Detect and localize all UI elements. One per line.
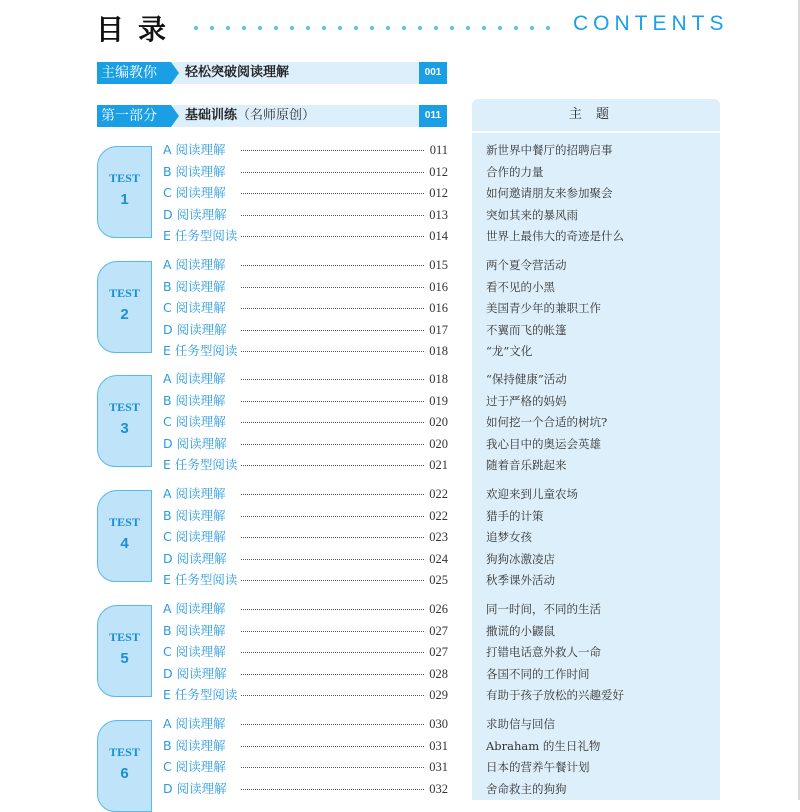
toc-entry[interactable] — [163, 757, 448, 777]
toc-entry[interactable] — [163, 391, 448, 411]
dot-leader — [241, 609, 424, 610]
entry-title: E 任务型阅读 — [163, 228, 238, 243]
toc-entry[interactable] — [163, 484, 448, 504]
entry-title: B 阅读理解 — [163, 278, 226, 294]
entry-title: B 阅读理解 — [163, 392, 226, 408]
dot-leader — [241, 631, 424, 632]
entry-theme: “龙”文化 — [486, 344, 533, 358]
test-number: 2 — [120, 306, 129, 323]
entry-theme: 有助于孩子放松的兴趣爱好 — [486, 688, 624, 702]
entry-page: 019 — [429, 393, 448, 408]
toc-entry[interactable] — [163, 183, 448, 203]
entry-title: D 阅读理解 — [163, 321, 227, 337]
entry-title: C 阅读理解 — [163, 300, 226, 315]
toc-entry[interactable] — [163, 320, 448, 340]
entry-page: 021 — [429, 458, 448, 472]
dot-leader — [241, 674, 424, 675]
entry-theme: 撒谎的小鼹鼠 — [486, 623, 555, 638]
entry-theme: 世界上最伟大的奇迹是什么 — [486, 229, 624, 243]
page-title: 目录 — [96, 13, 181, 46]
dot-leader — [241, 652, 424, 653]
entry-theme: 不翼而飞的帐篷 — [486, 322, 567, 337]
section-bar-intro[interactable] — [97, 62, 447, 84]
entry-theme: 秋季课外活动 — [486, 573, 555, 587]
dot-leader — [241, 559, 424, 560]
test-badge — [97, 261, 152, 353]
toc-entry[interactable] — [163, 434, 448, 454]
dot-leader — [241, 580, 424, 581]
dot-leader — [241, 767, 424, 768]
entry-page: 012 — [429, 164, 448, 179]
entry-page: 029 — [429, 688, 448, 702]
entry-page: 011 — [429, 143, 448, 157]
toc-entry[interactable] — [163, 736, 448, 756]
entry-title: D 阅读理解 — [163, 435, 227, 451]
entry-theme: 我心目中的奥运会英雄 — [486, 436, 601, 451]
entry-page: 012 — [429, 186, 448, 200]
toc-entry[interactable] — [163, 506, 448, 526]
toc-entry[interactable] — [163, 412, 448, 432]
entry-page: 031 — [429, 738, 448, 753]
toc-entry[interactable] — [163, 642, 448, 662]
toc-entry[interactable] — [163, 162, 448, 182]
entry-title: A 阅读理解 — [163, 601, 226, 616]
entry-theme: Abraham 的生日礼物 — [486, 738, 601, 753]
test-label: TEST — [109, 745, 140, 759]
dot-leader — [241, 265, 424, 266]
entry-page: 027 — [429, 623, 448, 638]
test-badge — [97, 490, 152, 582]
dot-leader — [241, 695, 424, 696]
dot-leader — [241, 236, 424, 237]
test-label: TEST — [109, 630, 140, 644]
toc-entry[interactable] — [163, 527, 448, 547]
test-badge — [97, 720, 152, 812]
test-badge — [97, 375, 152, 467]
entry-theme: 如何邀请朋友来参加聚会 — [486, 186, 613, 200]
entry-title: D 阅读理解 — [163, 665, 227, 681]
test-label: TEST — [109, 515, 140, 529]
entry-theme: 各国不同的工作时间 — [486, 666, 590, 681]
entry-title: D 阅读理解 — [163, 780, 227, 796]
section-label: 轻松突破阅读理解 — [185, 65, 290, 80]
entry-title: A 阅读理解 — [163, 486, 226, 501]
dot-leader — [241, 287, 424, 288]
entry-page: 025 — [429, 573, 448, 587]
test-label: TEST — [109, 171, 140, 185]
toc-entry[interactable] — [163, 226, 448, 246]
entry-theme: 舍命救主的狗狗 — [486, 781, 567, 796]
entry-page: 018 — [429, 344, 448, 358]
entry-page: 030 — [429, 717, 448, 731]
entry-page: 017 — [429, 322, 448, 337]
test-badge — [97, 146, 152, 238]
toc-entry[interactable] — [163, 549, 448, 569]
test-number: 5 — [120, 650, 129, 667]
toc-entry[interactable] — [163, 599, 448, 619]
entry-title: E 任务型阅读 — [163, 687, 238, 702]
entry-theme: 如何挖一个合适的树坑? — [486, 415, 608, 429]
dot-leader — [241, 465, 424, 466]
toc-entry[interactable] — [163, 685, 448, 705]
toc-entry[interactable] — [163, 341, 448, 361]
entry-theme: 看不见的小黑 — [486, 279, 555, 294]
test-number: 6 — [120, 765, 129, 782]
entry-page: 026 — [429, 602, 448, 616]
toc-entry[interactable] — [163, 140, 448, 160]
entry-title: D 阅读理解 — [163, 206, 227, 222]
dot-leader — [241, 172, 424, 173]
dotted-divider — [188, 25, 560, 31]
entry-page: 020 — [429, 436, 448, 451]
entry-page: 016 — [429, 301, 448, 315]
entry-title: A 阅读理解 — [163, 371, 226, 386]
entry-title: C 阅读理解 — [163, 644, 226, 659]
toc-entry[interactable] — [163, 255, 448, 275]
dot-leader — [241, 379, 424, 380]
entry-page: 024 — [429, 551, 448, 566]
entry-theme: 欢迎来到儿童农场 — [486, 487, 578, 501]
entry-title: C 阅读理解 — [163, 185, 226, 200]
test-badge — [97, 605, 152, 697]
section-page: 011 — [419, 105, 447, 127]
entry-title: E 任务型阅读 — [163, 457, 238, 472]
dot-leader — [241, 401, 424, 402]
entry-title: B 阅读理解 — [163, 622, 226, 638]
dot-leader — [241, 150, 424, 151]
entry-page: 014 — [429, 229, 448, 243]
dot-leader — [241, 193, 424, 194]
toc-entry[interactable] — [163, 298, 448, 318]
entry-page: 015 — [429, 258, 448, 272]
dot-leader — [241, 746, 424, 747]
entry-theme: 追梦女孩 — [486, 530, 532, 544]
toc-entry[interactable] — [163, 369, 448, 389]
entry-title: E 任务型阅读 — [163, 343, 238, 358]
entry-theme: 求助信与回信 — [486, 717, 555, 731]
entry-title: A 阅读理解 — [163, 142, 226, 157]
dot-leader — [241, 724, 424, 725]
entry-title: B 阅读理解 — [163, 163, 226, 179]
toc-entry[interactable] — [163, 455, 448, 475]
test-number: 1 — [120, 191, 129, 208]
dot-leader — [241, 494, 424, 495]
entry-theme: 同一时间，不同的生活 — [486, 602, 601, 616]
section-bar-part-one[interactable] — [97, 105, 447, 127]
dot-leader — [241, 351, 424, 352]
entry-theme: 猎手的计策 — [486, 508, 544, 523]
entry-theme: 狗狗冰激凌店 — [486, 551, 555, 566]
theme-header: 主题 — [472, 99, 720, 133]
section-page: 001 — [419, 62, 447, 84]
toc-entry[interactable] — [163, 277, 448, 297]
entry-title: A 阅读理解 — [163, 716, 226, 731]
dot-leader — [241, 330, 424, 331]
toc-entry[interactable] — [163, 714, 448, 734]
entry-page: 013 — [429, 207, 448, 222]
test-label: TEST — [109, 286, 140, 300]
entry-theme: “保持健康”活动 — [486, 372, 567, 386]
entry-theme: 突如其来的暴风雨 — [486, 207, 578, 222]
entry-theme: 日本的营养午餐计划 — [486, 760, 590, 774]
section-label: 基础训练（名师原创） — [185, 108, 316, 123]
entry-page: 022 — [429, 487, 448, 501]
entry-theme: 打错电话意外救人一命 — [486, 645, 601, 659]
dot-leader — [241, 422, 424, 423]
entry-theme: 随着音乐跳起来 — [486, 458, 567, 472]
entry-page: 020 — [429, 415, 448, 429]
entry-page: 032 — [429, 781, 448, 796]
entry-theme: 合作的力量 — [486, 164, 544, 179]
toc-entry[interactable] — [163, 205, 448, 225]
toc-entry[interactable] — [163, 664, 448, 684]
entry-page: 016 — [429, 279, 448, 294]
entry-theme: 过于严格的妈妈 — [486, 393, 567, 408]
dot-leader — [241, 215, 424, 216]
entry-page: 028 — [429, 666, 448, 681]
test-number: 3 — [120, 420, 129, 437]
entry-page: 018 — [429, 372, 448, 386]
dot-leader — [241, 789, 424, 790]
test-label: TEST — [109, 400, 140, 414]
section-tag: 第一部分 — [97, 105, 171, 127]
entry-theme: 新世界中餐厅的招聘启事 — [486, 143, 613, 157]
dot-leader — [241, 444, 424, 445]
dot-leader — [241, 537, 424, 538]
section-tag: 主编教你 — [97, 62, 171, 84]
entry-theme: 两个夏令营活动 — [486, 258, 567, 272]
contents-label: CONTENTS — [573, 12, 729, 35]
entry-theme: 美国青少年的兼职工作 — [486, 301, 601, 315]
entry-title: C 阅读理解 — [163, 529, 226, 544]
toc-entry[interactable] — [163, 621, 448, 641]
test-number: 4 — [120, 535, 129, 552]
entry-page: 031 — [429, 760, 448, 774]
toc-entry[interactable] — [163, 779, 448, 799]
entry-page: 027 — [429, 645, 448, 659]
entry-title: A 阅读理解 — [163, 257, 226, 272]
entry-page: 023 — [429, 530, 448, 544]
entry-title: B 阅读理解 — [163, 507, 226, 523]
toc-entry[interactable] — [163, 570, 448, 590]
entry-title: B 阅读理解 — [163, 737, 226, 753]
entry-title: C 阅读理解 — [163, 759, 226, 774]
entry-title: E 任务型阅读 — [163, 572, 238, 587]
entry-title: D 阅读理解 — [163, 550, 227, 566]
dot-leader — [241, 516, 424, 517]
entry-page: 022 — [429, 508, 448, 523]
dot-leader — [241, 308, 424, 309]
entry-title: C 阅读理解 — [163, 414, 226, 429]
